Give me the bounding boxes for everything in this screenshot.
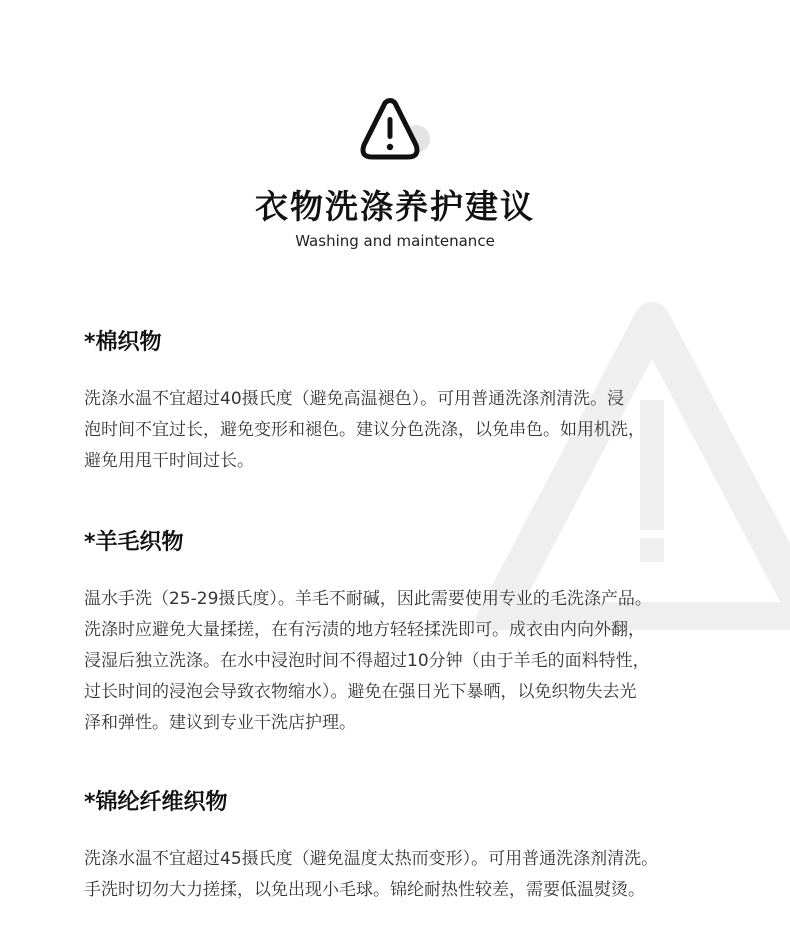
body-line: 洗涤时应避免大量揉搓，在有污渍的地方轻轻揉洗即可。成衣由内向外翻， bbox=[84, 620, 645, 640]
body-line: 避免用甩干时间过长。 bbox=[84, 451, 254, 471]
section-nylon bbox=[84, 788, 734, 906]
section-body bbox=[84, 584, 734, 739]
section-body bbox=[84, 844, 734, 906]
warning-triangle-icon bbox=[350, 95, 440, 167]
section-body bbox=[84, 384, 734, 477]
page-title: 衣物洗涤养护建议 bbox=[255, 187, 535, 226]
body-line: 温水手洗（25-29摄氏度）。羊毛不耐碱，因此需要使用专业的毛洗涤产品。 bbox=[84, 589, 652, 609]
page-subtitle: Washing and maintenance bbox=[295, 232, 495, 250]
section-title: *锦纶纤维织物 bbox=[84, 790, 228, 815]
body-line: 浸湿后独立洗涤。在水中浸泡时间不得超过10分钟（由于羊毛的面料特性， bbox=[84, 651, 650, 671]
body-line: 手洗时切勿大力搓揉，以免出现小毛球。锦纶耐热性较差，需要低温熨烫。 bbox=[84, 880, 645, 900]
body-line: 泡时间不宜过长，避免变形和褪色。建议分色洗涤，以免串色。如用机洗， bbox=[84, 420, 645, 440]
section-cotton bbox=[84, 328, 734, 477]
section-title: *羊毛织物 bbox=[84, 530, 184, 555]
page-header bbox=[0, 95, 790, 251]
body-line: 泽和弹性。建议到专业干洗店护理。 bbox=[84, 713, 356, 733]
body-line: 洗涤水温不宜超过40摄氏度（避免高温褪色）。可用普通洗涤剂清洗。浸 bbox=[84, 389, 625, 409]
body-line: 洗涤水温不宜超过45摄氏度（避免温度太热而变形）。可用普通洗涤剂清洗。 bbox=[84, 849, 659, 869]
section-title: *棉织物 bbox=[84, 330, 162, 355]
section-wool bbox=[84, 528, 734, 739]
body-line: 过长时间的浸泡会导致衣物缩水）。避免在强日光下暴晒，以免织物失去光 bbox=[84, 682, 637, 702]
